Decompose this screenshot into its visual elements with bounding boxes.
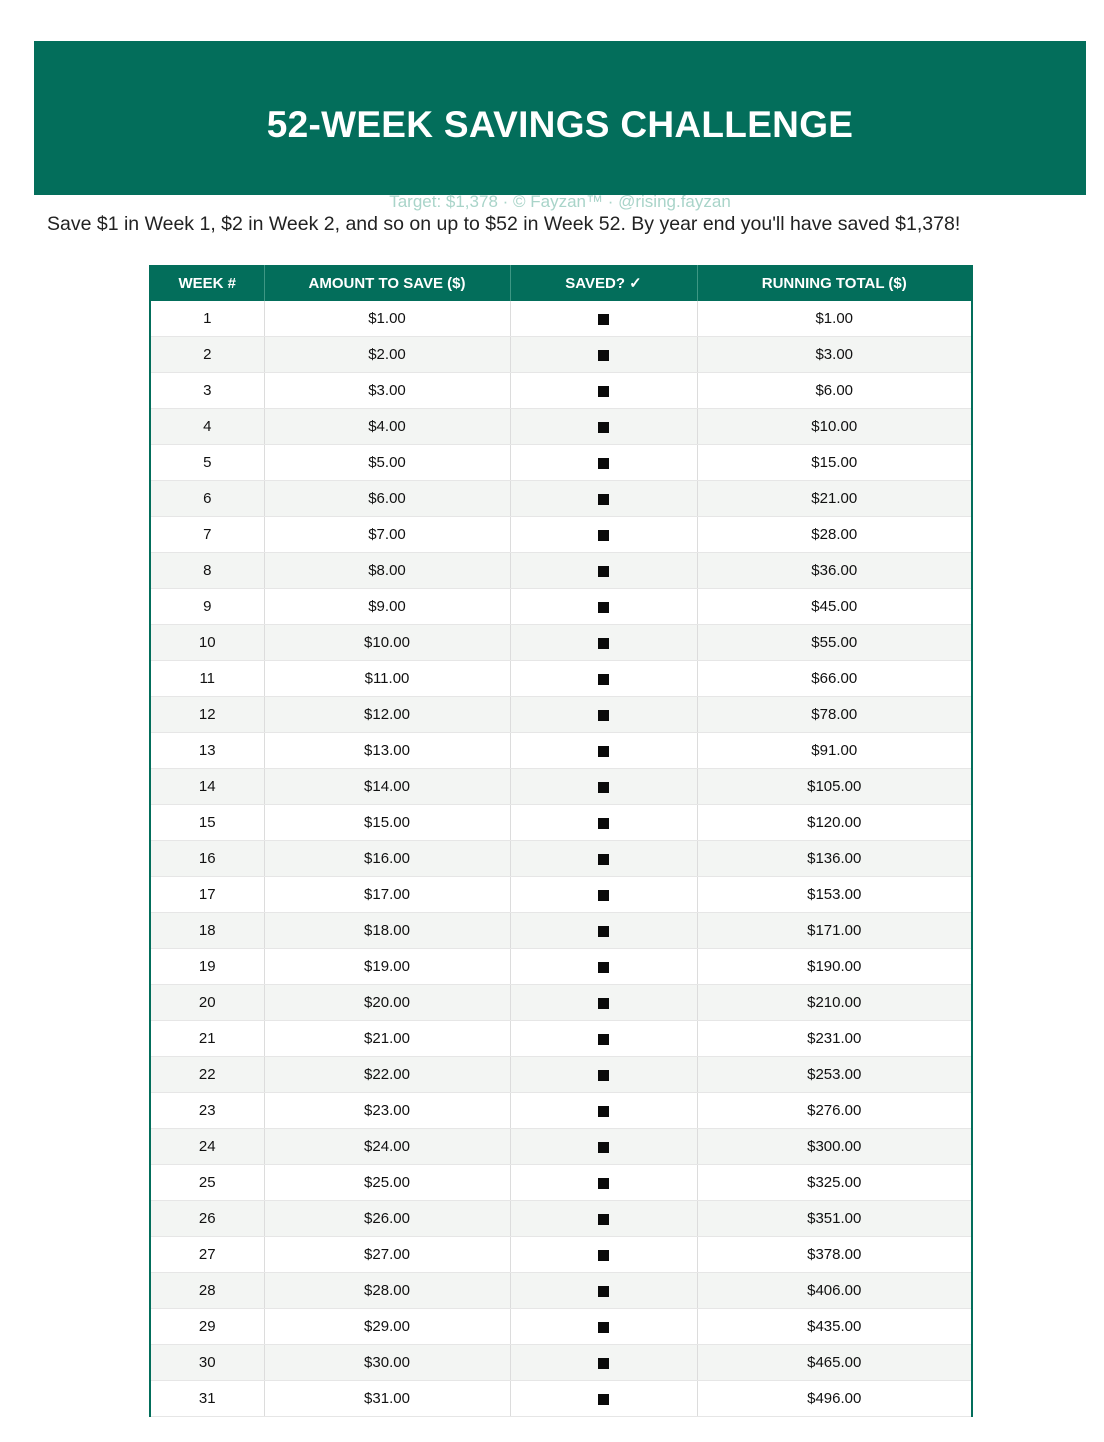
table-row [150, 1057, 972, 1093]
table-row [150, 1273, 972, 1309]
square-checkbox-icon[interactable] [598, 602, 609, 613]
running-total-cell: $276.00 [697, 1093, 972, 1129]
table-row [150, 841, 972, 877]
amount-cell: $17.00 [264, 877, 510, 913]
running-total-cell: $465.00 [697, 1345, 972, 1381]
week-cell: 11 [150, 661, 264, 697]
amount-cell: $8.00 [264, 553, 510, 589]
square-checkbox-icon[interactable] [598, 350, 609, 361]
square-checkbox-icon[interactable] [598, 386, 609, 397]
amount-cell: $16.00 [264, 841, 510, 877]
week-cell: 23 [150, 1093, 264, 1129]
amount-cell: $3.00 [264, 373, 510, 409]
amount-cell: $19.00 [264, 949, 510, 985]
amount-cell: $13.00 [264, 733, 510, 769]
table-row [150, 985, 972, 1021]
square-checkbox-icon[interactable] [598, 674, 609, 685]
amount-cell: $4.00 [264, 409, 510, 445]
running-total-cell: $153.00 [697, 877, 972, 913]
amount-cell: $7.00 [264, 517, 510, 553]
running-total-cell: $325.00 [697, 1165, 972, 1201]
table-row [150, 553, 972, 589]
saved-cell [510, 841, 697, 877]
running-total-cell: $231.00 [697, 1021, 972, 1057]
square-checkbox-icon[interactable] [598, 1286, 609, 1297]
table-row [150, 1093, 972, 1129]
square-checkbox-icon[interactable] [598, 926, 609, 937]
week-cell: 31 [150, 1381, 264, 1417]
amount-cell: $20.00 [264, 985, 510, 1021]
square-checkbox-icon[interactable] [598, 1322, 609, 1333]
week-cell: 7 [150, 517, 264, 553]
savings-table [149, 265, 973, 1417]
table-row [150, 373, 972, 409]
amount-cell: $18.00 [264, 913, 510, 949]
square-checkbox-icon[interactable] [598, 746, 609, 757]
square-checkbox-icon[interactable] [598, 1394, 609, 1405]
running-total-cell: $66.00 [697, 661, 972, 697]
running-total-cell: $28.00 [697, 517, 972, 553]
amount-cell: $14.00 [264, 769, 510, 805]
saved-cell [510, 1381, 697, 1417]
amount-cell: $23.00 [264, 1093, 510, 1129]
saved-cell [510, 697, 697, 733]
square-checkbox-icon[interactable] [598, 566, 609, 577]
amount-cell: $31.00 [264, 1381, 510, 1417]
table-row [150, 805, 972, 841]
week-cell: 25 [150, 1165, 264, 1201]
table-row [150, 733, 972, 769]
square-checkbox-icon[interactable] [598, 638, 609, 649]
saved-cell [510, 1129, 697, 1165]
amount-cell: $15.00 [264, 805, 510, 841]
saved-cell [510, 301, 697, 337]
week-cell: 12 [150, 697, 264, 733]
column-header-week: WEEK # [150, 265, 264, 301]
running-total-cell: $136.00 [697, 841, 972, 877]
amount-cell: $12.00 [264, 697, 510, 733]
square-checkbox-icon[interactable] [598, 890, 609, 901]
running-total-cell: $3.00 [697, 337, 972, 373]
week-cell: 10 [150, 625, 264, 661]
table-row [150, 949, 972, 985]
table-row [150, 409, 972, 445]
running-total-cell: $15.00 [697, 445, 972, 481]
square-checkbox-icon[interactable] [598, 1358, 609, 1369]
intro-text: Save $1 in Week 1, $2 in Week 2, and so on up to $52 in Week 52. By year end you'll have saved $1,378! [47, 213, 961, 235]
saved-cell [510, 949, 697, 985]
running-total-cell: $406.00 [697, 1273, 972, 1309]
amount-cell: $27.00 [264, 1237, 510, 1273]
saved-cell [510, 445, 697, 481]
table-row [150, 1345, 972, 1381]
running-total-cell: $496.00 [697, 1381, 972, 1417]
square-checkbox-icon[interactable] [598, 494, 609, 505]
week-cell: 14 [150, 769, 264, 805]
saved-cell [510, 1093, 697, 1129]
saved-cell [510, 481, 697, 517]
table-row [150, 625, 972, 661]
amount-cell: $26.00 [264, 1201, 510, 1237]
week-cell: 19 [150, 949, 264, 985]
running-total-cell: $6.00 [697, 373, 972, 409]
saved-cell [510, 373, 697, 409]
week-cell: 8 [150, 553, 264, 589]
running-total-cell: $21.00 [697, 481, 972, 517]
saved-cell [510, 1201, 697, 1237]
table-row [150, 517, 972, 553]
table-row [150, 697, 972, 733]
running-total-cell: $435.00 [697, 1309, 972, 1345]
table-header-row [150, 265, 972, 301]
running-total-cell: $253.00 [697, 1057, 972, 1093]
table-row [150, 877, 972, 913]
saved-cell [510, 733, 697, 769]
week-cell: 1 [150, 301, 264, 337]
week-cell: 17 [150, 877, 264, 913]
square-checkbox-icon[interactable] [598, 1106, 609, 1117]
week-cell: 27 [150, 1237, 264, 1273]
table-row [150, 1165, 972, 1201]
square-checkbox-icon[interactable] [598, 998, 609, 1009]
saved-cell [510, 1165, 697, 1201]
saved-cell [510, 769, 697, 805]
week-cell: 15 [150, 805, 264, 841]
table-row [150, 1129, 972, 1165]
amount-cell: $28.00 [264, 1273, 510, 1309]
running-total-cell: $10.00 [697, 409, 972, 445]
amount-cell: $30.00 [264, 1345, 510, 1381]
saved-cell [510, 805, 697, 841]
week-cell: 24 [150, 1129, 264, 1165]
running-total-cell: $378.00 [697, 1237, 972, 1273]
running-total-cell: $78.00 [697, 697, 972, 733]
saved-cell [510, 1273, 697, 1309]
amount-cell: $1.00 [264, 301, 510, 337]
saved-cell [510, 1021, 697, 1057]
week-cell: 30 [150, 1345, 264, 1381]
table-row [150, 913, 972, 949]
saved-cell [510, 553, 697, 589]
running-total-cell: $105.00 [697, 769, 972, 805]
saved-cell [510, 625, 697, 661]
saved-cell [510, 985, 697, 1021]
square-checkbox-icon[interactable] [598, 1070, 609, 1081]
square-checkbox-icon[interactable] [598, 710, 609, 721]
running-total-cell: $91.00 [697, 733, 972, 769]
running-total-cell: $190.00 [697, 949, 972, 985]
running-total-cell: $300.00 [697, 1129, 972, 1165]
amount-cell: $10.00 [264, 625, 510, 661]
saved-cell [510, 913, 697, 949]
saved-cell [510, 409, 697, 445]
table-row [150, 589, 972, 625]
running-total-cell: $171.00 [697, 913, 972, 949]
square-checkbox-icon[interactable] [598, 314, 609, 325]
square-checkbox-icon[interactable] [598, 782, 609, 793]
running-total-cell: $120.00 [697, 805, 972, 841]
week-cell: 13 [150, 733, 264, 769]
table-row [150, 1381, 972, 1417]
saved-cell [510, 1237, 697, 1273]
week-cell: 4 [150, 409, 264, 445]
amount-cell: $6.00 [264, 481, 510, 517]
table-row [150, 1021, 972, 1057]
running-total-cell: $1.00 [697, 301, 972, 337]
saved-cell [510, 337, 697, 373]
table-row [150, 445, 972, 481]
amount-cell: $9.00 [264, 589, 510, 625]
square-checkbox-icon[interactable] [598, 458, 609, 469]
table-row [150, 301, 972, 337]
saved-cell [510, 1345, 697, 1381]
column-header-running-total: RUNNING TOTAL ($) [697, 265, 972, 301]
saved-cell [510, 589, 697, 625]
square-checkbox-icon[interactable] [598, 854, 609, 865]
column-header-saved: SAVED? ✓ [510, 265, 697, 301]
column-header-amount: AMOUNT TO SAVE ($) [264, 265, 510, 301]
saved-cell [510, 661, 697, 697]
amount-cell: $24.00 [264, 1129, 510, 1165]
week-cell: 29 [150, 1309, 264, 1345]
saved-cell [510, 517, 697, 553]
week-cell: 20 [150, 985, 264, 1021]
table-row [150, 661, 972, 697]
table-row [150, 481, 972, 517]
page-title: 52-WEEK SAVINGS CHALLENGE [266, 104, 854, 145]
week-cell: 3 [150, 373, 264, 409]
week-cell: 5 [150, 445, 264, 481]
square-checkbox-icon[interactable] [598, 962, 609, 973]
page-subtitle: Target: $1,378 · © Fayzan™ · @rising.fayzan [389, 192, 731, 211]
week-cell: 18 [150, 913, 264, 949]
running-total-cell: $55.00 [697, 625, 972, 661]
week-cell: 16 [150, 841, 264, 877]
week-cell: 6 [150, 481, 264, 517]
week-cell: 21 [150, 1021, 264, 1057]
amount-cell: $22.00 [264, 1057, 510, 1093]
table-row [150, 337, 972, 373]
table-body [150, 301, 972, 1417]
running-total-cell: $351.00 [697, 1201, 972, 1237]
running-total-cell: $45.00 [697, 589, 972, 625]
square-checkbox-icon[interactable] [598, 530, 609, 541]
table-row [150, 1201, 972, 1237]
week-cell: 28 [150, 1273, 264, 1309]
square-checkbox-icon[interactable] [598, 422, 609, 433]
week-cell: 2 [150, 337, 264, 373]
week-cell: 9 [150, 589, 264, 625]
table-row [150, 769, 972, 805]
square-checkbox-icon[interactable] [598, 1142, 609, 1153]
amount-cell: $2.00 [264, 337, 510, 373]
amount-cell: $25.00 [264, 1165, 510, 1201]
saved-cell [510, 1057, 697, 1093]
amount-cell: $11.00 [264, 661, 510, 697]
square-checkbox-icon[interactable] [598, 1178, 609, 1189]
amount-cell: $5.00 [264, 445, 510, 481]
running-total-cell: $36.00 [697, 553, 972, 589]
amount-cell: $21.00 [264, 1021, 510, 1057]
amount-cell: $29.00 [264, 1309, 510, 1345]
square-checkbox-icon[interactable] [598, 1250, 609, 1261]
square-checkbox-icon[interactable] [598, 1034, 609, 1045]
header-banner [34, 41, 1086, 211]
saved-cell [510, 1309, 697, 1345]
table-row [150, 1309, 972, 1345]
square-checkbox-icon[interactable] [598, 818, 609, 829]
week-cell: 26 [150, 1201, 264, 1237]
saved-cell [510, 877, 697, 913]
table-row [150, 1237, 972, 1273]
square-checkbox-icon[interactable] [598, 1214, 609, 1225]
running-total-cell: $210.00 [697, 985, 972, 1021]
week-cell: 22 [150, 1057, 264, 1093]
